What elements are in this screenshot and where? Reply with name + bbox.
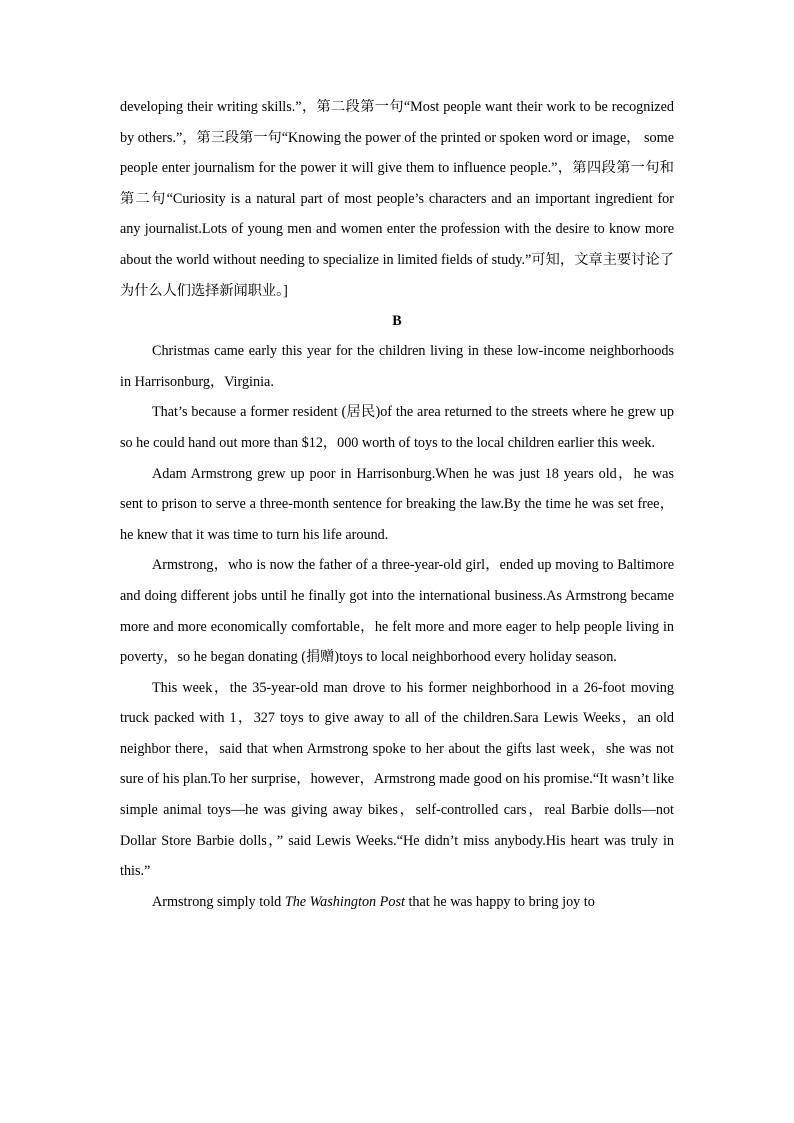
paragraph-6-start: Armstrong simply told (152, 893, 285, 910)
paragraph-2: That’s because a former resident (居民)of the area returned to the streets where he grew up so he could hand out more than $12，000 worth of toys to the local children earlier this week. (120, 404, 674, 451)
paragraph-4: Armstrong，who is now the father of a three-year-old girl，ended up moving to Baltimore and doing different jobs until he finally got into the international business.As Armstrong became more and more economically comfortable，he felt more and more eager to help people living in poverty，so he began donating (捐赠)toys to local neighborhood every holiday season. (120, 557, 674, 666)
paragraph-6 (120, 887, 674, 918)
answer-explanation-tail: developing their writing skills.”，第二段第一句“Most people want their work to be recognized by others.”，第三段第一句“Knowing the power of the printed or spoken word or image， some people enter journalism for the power it will give them to influence people.”，第四段第一句和第二句“Curiosity is a natural part of most people’s characters and an important ingredient for any journalist.Lots of young men and women enter the profession with the desire to know more about the world without needing to specialize in limited fields of study.”可知，文章主要讨论了为什么人们选择新闻职业。] (120, 99, 674, 299)
section-heading: B (392, 313, 402, 330)
newspaper-title: The Washington Post (284, 893, 405, 910)
paragraph-1: Christmas came early this year for the children living in these low-income neighborhoods in Harrisonburg，Virginia. (120, 343, 674, 390)
paragraph-5: This week，the 35-year-old man drove to his former neighborhood in a 26-foot moving truck packed with 1，327 toys to give away to all of the children.Sara Lewis Weeks，an old neighbor there，said that when Armstrong spoke to her about the gifts last week，she was not sure of his plan.To her surprise，however，Armstrong made good on his promise.“It wasn’t like simple animal toys—he was giving away bikes，self-controlled cars，real Barbie dolls—not Dollar Store Barbie dolls，” said Lewis Weeks.“He didn’t miss anybody.His heart was truly in this.” (120, 679, 674, 880)
document-body (120, 92, 674, 917)
paragraph-6-end: that he was happy to bring joy to (404, 893, 595, 910)
paragraph-3: Adam Armstrong grew up poor in Harrisonburg.When he was just 18 years old，he was sent to prison to serve a three-month sentence for breaking the law.By the time he was set free，he knew that it was time to turn his life around. (120, 465, 674, 543)
